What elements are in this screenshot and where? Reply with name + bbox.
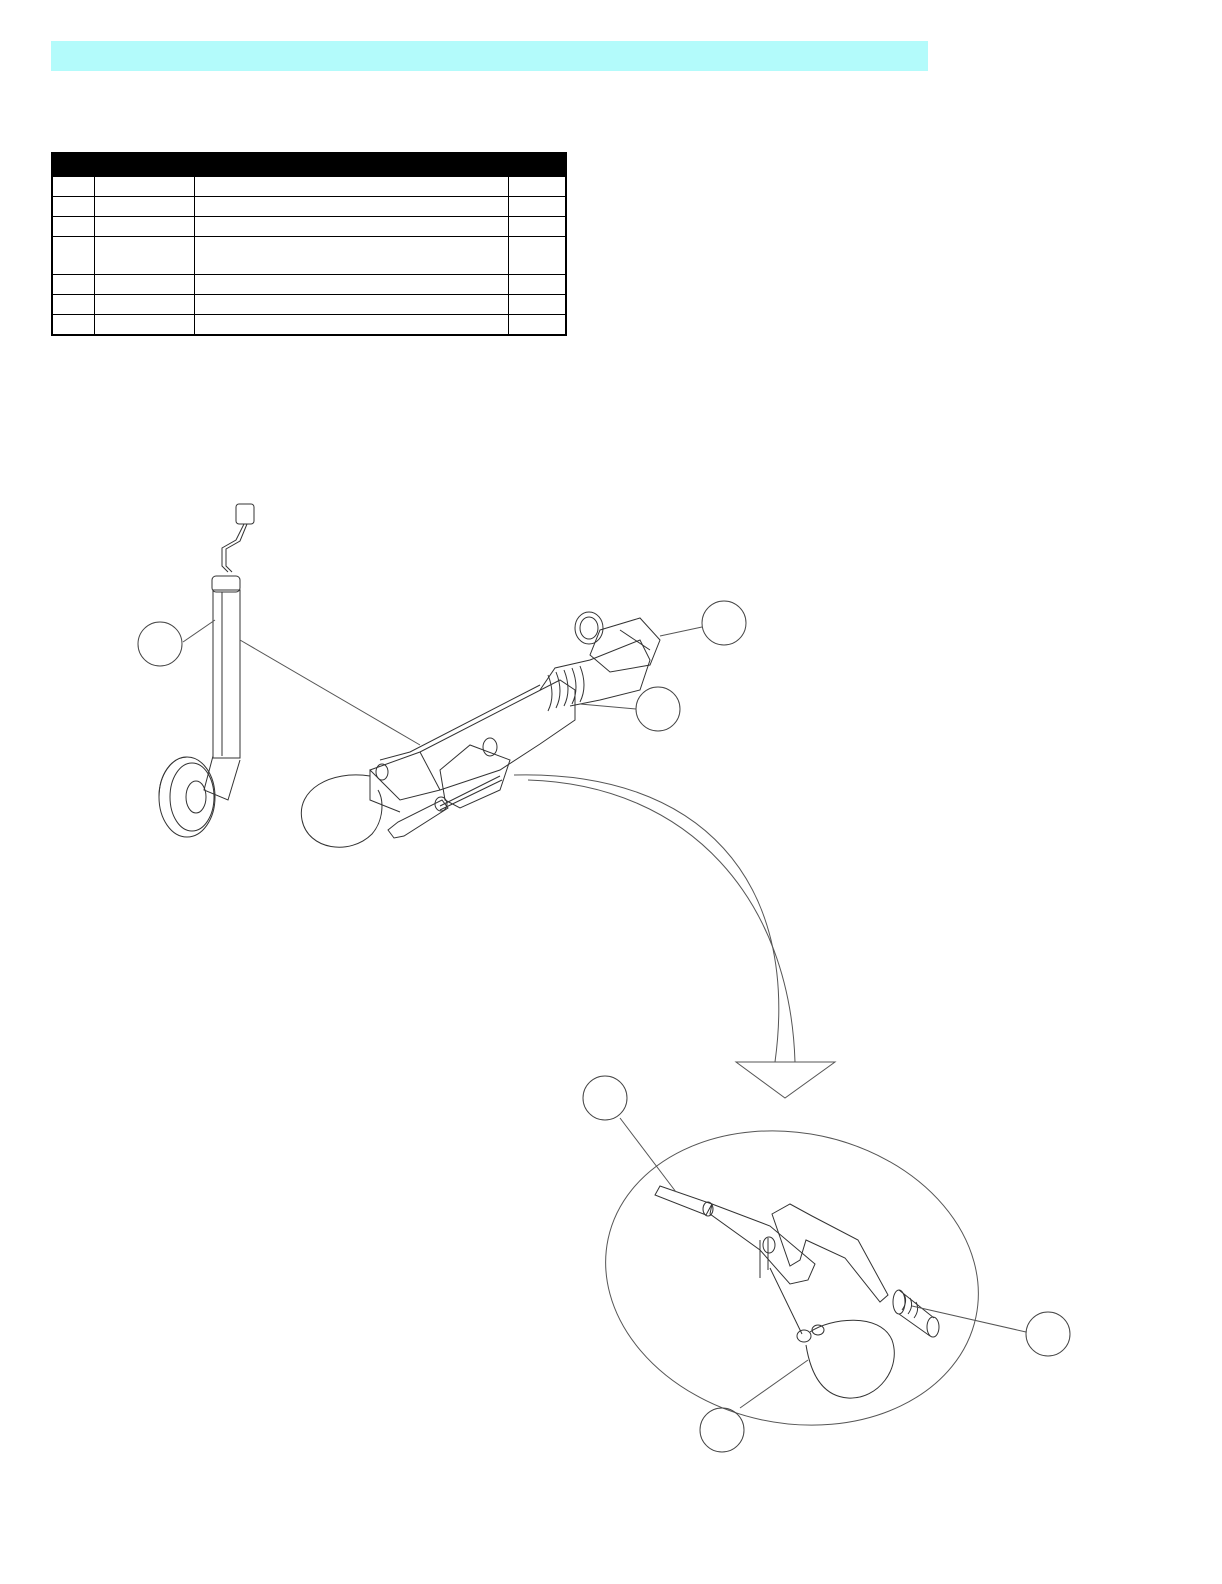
detail-view-icon [578, 1097, 1006, 1459]
callout-4 [583, 1076, 627, 1120]
leader-lines-detail [620, 1118, 1026, 1408]
jockey-wheel-icon [159, 504, 254, 837]
bolt-icon [893, 1290, 939, 1337]
breakaway-cable-icon [770, 1268, 894, 1398]
callout-1 [138, 622, 182, 666]
callout-3 [636, 687, 680, 731]
coupling-assembly-icon [301, 612, 660, 847]
callout-6 [700, 1408, 744, 1452]
leader-lines-top [183, 620, 702, 745]
callout-5 [1026, 1312, 1070, 1356]
callout-2 [702, 601, 746, 645]
arrow-down-icon [514, 775, 835, 1098]
